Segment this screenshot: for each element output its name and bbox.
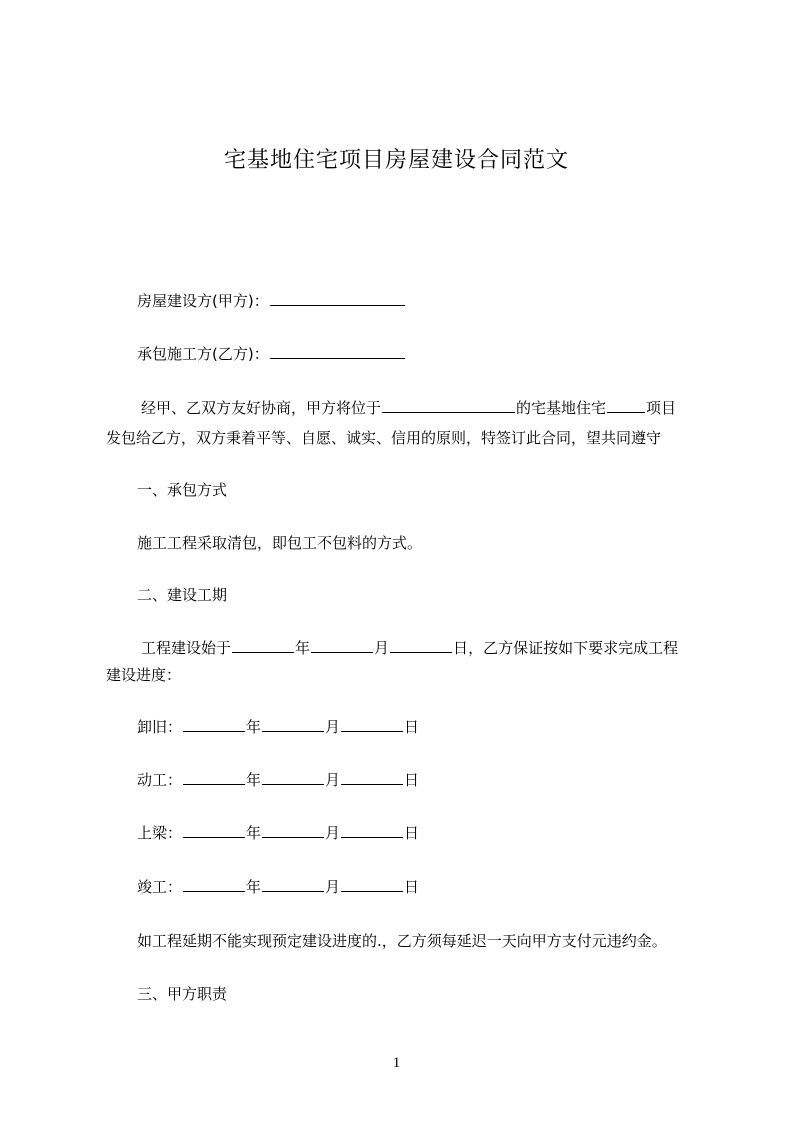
milestone-day-blank xyxy=(341,822,403,838)
milestone-month-blank xyxy=(262,716,324,732)
party-b-line xyxy=(106,343,737,365)
year-label: 年 xyxy=(295,639,311,657)
day-label: 日 xyxy=(404,824,420,842)
intro-text-2: 的宅基地住宅 xyxy=(516,399,607,417)
milestone-row xyxy=(106,876,737,898)
project-blank xyxy=(607,397,645,413)
day-label: 日 xyxy=(404,878,420,896)
section-2-heading: 二、建设工期 xyxy=(137,586,228,604)
location-blank xyxy=(382,397,515,413)
milestone-year-blank xyxy=(183,822,245,838)
milestone-row xyxy=(106,822,737,844)
milestone-day-blank xyxy=(341,876,403,892)
day-label: 日 xyxy=(404,771,420,789)
document-title: 宅基地住宅项目房屋建设合同范文 xyxy=(223,148,569,173)
intro-text-3: 项目 xyxy=(646,399,677,417)
milestone-row xyxy=(106,716,737,738)
party-b-blank xyxy=(270,343,405,359)
page-number: 1 xyxy=(392,1055,401,1071)
intro-line-1 xyxy=(106,397,741,419)
intro-line-2: 发包给乙方，双方秉着平等、自愿、诚实、信用的原则，特签订此合同，望共同遵守 xyxy=(106,429,662,447)
party-a-blank xyxy=(270,290,405,306)
section-1-text: 施工工程采取清包，即包工不包料的方式。 xyxy=(137,534,423,552)
milestone-label: 动工： xyxy=(137,771,183,789)
milestone-label: 竣工： xyxy=(137,878,183,896)
milestone-month-blank xyxy=(262,822,324,838)
milestone-year-blank xyxy=(183,876,245,892)
year-label: 年 xyxy=(246,878,262,896)
month-label: 月 xyxy=(374,639,390,657)
year-label: 年 xyxy=(246,718,262,736)
section-1-heading: 一、承包方式 xyxy=(137,481,228,499)
month-label: 月 xyxy=(325,878,341,896)
month-label: 月 xyxy=(325,771,341,789)
schedule-commit-text: ，乙方保证按如下要求完成工程 xyxy=(468,639,679,657)
party-a-line xyxy=(106,290,737,312)
start-day-blank xyxy=(390,637,452,653)
milestone-label: 卸旧： xyxy=(137,718,183,736)
milestone-year-blank xyxy=(183,769,245,785)
milestone-label: 上梁： xyxy=(137,824,183,842)
month-label: 月 xyxy=(325,824,341,842)
schedule-line-1 xyxy=(106,637,741,659)
milestone-day-blank xyxy=(341,716,403,732)
day-label: 日 xyxy=(453,639,469,657)
milestone-row xyxy=(106,769,737,791)
milestone-year-blank xyxy=(183,716,245,732)
year-label: 年 xyxy=(246,824,262,842)
start-month-blank xyxy=(311,637,373,653)
party-b-label: 承包施工方(乙方)： xyxy=(137,345,269,363)
month-label: 月 xyxy=(325,718,341,736)
day-label: 日 xyxy=(404,718,420,736)
party-a-label: 房屋建设方(甲方)： xyxy=(137,292,269,310)
penalty-clause: 如工程延期不能实现预定建设进度的.，乙方须每延迟一天向甲方支付元违约金。 xyxy=(137,932,667,950)
schedule-start-text: 工程建设始于 xyxy=(141,639,232,657)
milestone-month-blank xyxy=(262,769,324,785)
milestone-month-blank xyxy=(262,876,324,892)
year-label: 年 xyxy=(246,771,262,789)
milestone-day-blank xyxy=(341,769,403,785)
section-3-heading: 三、甲方职责 xyxy=(137,985,228,1003)
intro-text-1: 经甲、乙双方友好协商，甲方将位于 xyxy=(141,399,382,417)
schedule-line-2: 建设进度： xyxy=(106,666,182,684)
start-year-blank xyxy=(232,637,294,653)
